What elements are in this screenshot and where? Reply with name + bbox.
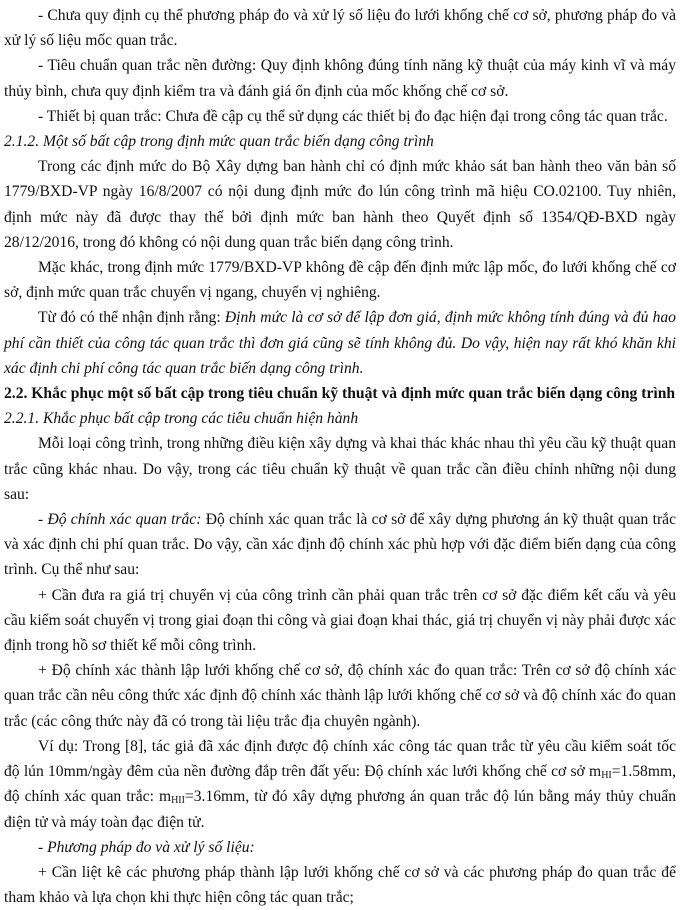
example-part3: , từ đó xây dựng phương án quan trắc độ lún bằng máy thủy chuẩn điện tử và máy toàn đạc điện tử. [4, 788, 676, 831]
subheading-2-2-1: 2.2.1. Khắc phục bất cập trong các tiêu chuẩn hiện hành [4, 410, 359, 428]
paragraph-equipment: - Thiết bị quan trắc: Chưa đề cập cụ thể sử dụng các thiết bị đo đạc hiện đại trong công tác quan trắc. [38, 107, 668, 125]
accuracy-label: - Độ chính xác quan trắc: [38, 511, 202, 529]
formula-m-hii [159, 788, 245, 805]
accuracy-text: Độ chính xác quan trắc là cơ sở để xây dựng phương án kỹ thuật quan trắc và xác định chi phí quan trắc. Do vậy, cần xác định độ chính xác phù hợp với đặc điểm biến dạng của công trình. Cụ thể như sau: [4, 511, 676, 579]
paragraph-each-structure: Mỗi loại công trình, trong những điều kiện xây dựng và khai thác khác nhau thì yêu cầu kỹ thuật quan trắc cũng khác nhau. Do vậy, trong các tiêu chuẩn kỹ thuật về quan trắc cần điều chỉnh những nội dung sau: [4, 435, 676, 503]
conclusion-italic: Định mức là cơ sở để lập đơn giá, định mức không tính đúng và đủ hao phí cần thiết của công tác quan trắc thì đơn giá cũng sẽ tính không đủ. Do vậy, hiện nay rất khó khăn khi xác định chi phí công tác quan trắc biến dạng công trình. [4, 309, 676, 377]
paragraph-conclusion [4, 305, 676, 381]
paragraph-norms-1779: Mặc khác, trong định mức 1779/BXD-VP không đề cập đến định mức lập mốc, đo lưới khống chế cơ sở, định mức quan trắc chuyển vị ngang, chuyển vị nghiêng. [4, 259, 676, 302]
paragraph-displacement: + Cần đưa ra giá trị chuyển vị của công trình cần phải quan trắc trên cơ sở đặc điểm kết cấu và yêu cầu kiểm soát chuyển vị trong giai đoạn thi công và giai đoạn khai thác, giá trị chuyển vị này phải được xác định trong hồ sơ thiết kế mỗi công trình. [4, 586, 676, 655]
paragraph-road-standard: - Tiêu chuẩn quan trắc nền đường: Quy định không đúng tính năng kỹ thuật của máy kinh vĩ và máy thủy bình, chưa quy định kiểm tra và đánh giá ổn định của mốc khống chế cơ sở. [4, 57, 676, 100]
formula-var: m [589, 763, 602, 781]
example-part1: Ví dụ: Trong [8], tác giả đã xác định được độ chính xác công tác quan trắc từ yêu cầu kiểm soát tốc độ lún 10mm/ngày đêm của nền đường đắp trên đất yếu: Độ chính xác lưới khống chế cơ sở [4, 737, 676, 781]
formula-var: m [158, 788, 172, 806]
paragraph-norms-ministry: Trong các định mức do Bộ Xây dựng ban hành chỉ có định mức khảo sát ban hành theo văn bản số 1779/BXD-VP ngày 16/8/2007 có nội dung định mức đo lún công trình mã hiệu CO.02100. Tuy nhiên, định mức này đã được thay thế bởi định mức ban hành theo Quyết định số 1354/QĐ-BXD ngày 28/12/2016, trong đó không có nội dung quan trắc biến dạng công trình. [4, 158, 676, 251]
paragraph-methods-label: - Phương pháp đo và xử lý số liệu: [38, 838, 255, 856]
paragraph-example [4, 734, 676, 835]
paragraph-accuracy [4, 507, 676, 583]
formula-value: =3.16mm [184, 788, 246, 806]
example-part2: , độ chính xác quan trắc: [4, 763, 676, 806]
paragraph-missing-methods: - Chưa quy định cụ thể phương pháp đo và xử lý số liệu đo lưới khống chế cơ sở, phương pháp đo và xử lý số liệu mốc quan trắc. [4, 7, 676, 50]
heading-2-2: 2.2. Khắc phục một số bất cập trong tiêu chuẩn kỹ thuật và định mức quan trắc biến dạng công trình [4, 385, 676, 403]
formula-m-hi [589, 763, 672, 780]
formula-subscript: HI [601, 770, 612, 782]
paragraph-control-network-accuracy: + Độ chính xác thành lập lưới khống chế cơ sở, độ chính xác đo quan trắc: Trên cơ sở độ chính xác quan trắc cần nêu công thức xác định độ chính xác thành lập lưới khống chế cơ sở và độ chính xác đo quan trắc (các công thức này đã có trong tài liệu trắc địa chuyên ngành). [4, 662, 676, 730]
conclusion-lead: Từ đó có thể nhận định rằng: [38, 309, 225, 327]
formula-subscript: HII [171, 795, 185, 807]
formula-value: =1.58mm [611, 763, 673, 781]
subheading-2-1-2: 2.1.2. Một số bất cập trong định mức quan trắc biến dạng công trình [4, 133, 434, 151]
paragraph-list-methods: + Cần liệt kê các phương pháp thành lập lưới khống chế cơ sở và các phương pháp đo quan trắc để tham khảo và lựa chọn khi thực hiện công tác quan trắc; [4, 863, 676, 907]
